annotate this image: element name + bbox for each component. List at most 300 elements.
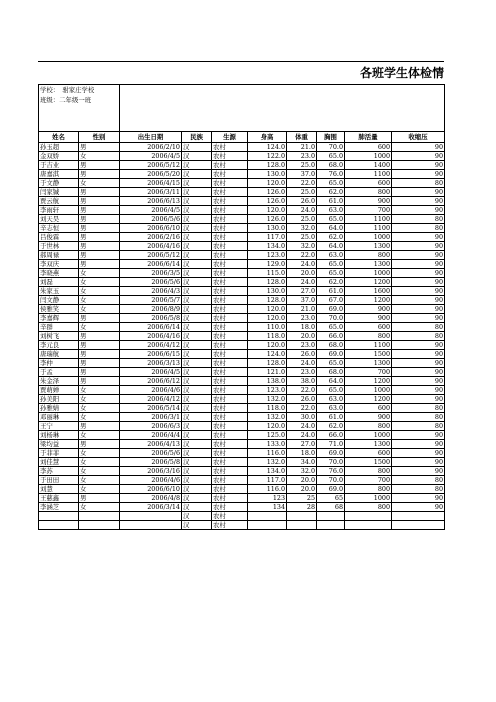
cell-ethnicity[interactable]: 汉 [182, 314, 212, 323]
cell-name[interactable]: 李雨轩 [39, 206, 79, 215]
cell-name[interactable]: 王宁 [39, 422, 79, 431]
cell-lung[interactable]: 800 [345, 503, 392, 512]
cell-birth[interactable]: 2006/4/8 [120, 494, 182, 503]
cell-gender[interactable]: 女 [79, 287, 120, 296]
cell-lung[interactable]: 1100 [345, 341, 392, 350]
cell-weight[interactable]: 22.0 [287, 179, 317, 188]
cell-height[interactable]: 134 [248, 503, 287, 512]
cell-gender[interactable]: 男 [79, 224, 120, 233]
cell-height[interactable]: 132.0 [248, 395, 287, 404]
cell-gender[interactable] [79, 521, 120, 530]
cell-systolic[interactable]: 90 [392, 278, 445, 287]
cell-name[interactable]: 刘磊 [39, 278, 79, 287]
cell-height[interactable]: 130.0 [248, 224, 287, 233]
cell-origin[interactable]: 农村 [212, 521, 248, 530]
cell-origin[interactable]: 农村 [212, 197, 248, 206]
cell-height[interactable]: 130.0 [248, 170, 287, 179]
cell-chest[interactable]: 62.0 [317, 188, 345, 197]
cell-weight[interactable]: 21.0 [287, 305, 317, 314]
cell-height[interactable]: 120.0 [248, 305, 287, 314]
cell-name[interactable]: 贾萌婵 [39, 386, 79, 395]
cell-chest[interactable] [317, 521, 345, 530]
cell-height[interactable]: 128.0 [248, 296, 287, 305]
cell-birth[interactable]: 2006/2/10 [120, 143, 182, 152]
cell-lung[interactable]: 1100 [345, 170, 392, 179]
cell-height[interactable]: 132.0 [248, 458, 287, 467]
cell-birth[interactable] [120, 512, 182, 521]
cell-systolic[interactable]: 90 [392, 350, 445, 359]
cell-height[interactable]: 118.0 [248, 332, 287, 341]
cell-birth[interactable]: 2006/6/10 [120, 224, 182, 233]
cell-gender[interactable]: 男 [79, 359, 120, 368]
cell-origin[interactable]: 农村 [212, 350, 248, 359]
cell-gender[interactable]: 男 [79, 143, 120, 152]
cell-name[interactable]: 刘天昊 [39, 215, 79, 224]
cell-lung[interactable]: 1500 [345, 350, 392, 359]
cell-height[interactable]: 124.0 [248, 350, 287, 359]
cell-origin[interactable]: 农村 [212, 386, 248, 395]
cell-birth[interactable]: 2006/5/14 [120, 404, 182, 413]
cell-origin[interactable]: 农村 [212, 395, 248, 404]
cell-birth[interactable]: 2006/5/8 [120, 458, 182, 467]
cell-ethnicity[interactable]: 汉 [182, 188, 212, 197]
cell-chest[interactable]: 66.0 [317, 431, 345, 440]
cell-birth[interactable]: 2006/4/5 [120, 368, 182, 377]
cell-ethnicity[interactable]: 汉 [182, 494, 212, 503]
cell-gender[interactable]: 女 [79, 485, 120, 494]
cell-name[interactable]: 于田田 [39, 476, 79, 485]
cell-weight[interactable]: 32.0 [287, 224, 317, 233]
cell-name[interactable]: 孙美阳 [39, 395, 79, 404]
cell-birth[interactable]: 2006/4/5 [120, 152, 182, 161]
cell-chest[interactable]: 65.0 [317, 152, 345, 161]
cell-name[interactable]: 刘慧 [39, 485, 79, 494]
cell-ethnicity[interactable]: 汉 [182, 179, 212, 188]
cell-systolic[interactable]: 90 [392, 269, 445, 278]
cell-birth[interactable]: 2006/4/3 [120, 287, 182, 296]
cell-systolic[interactable]: 90 [392, 152, 445, 161]
cell-height[interactable]: 138.0 [248, 377, 287, 386]
cell-chest[interactable]: 62.0 [317, 422, 345, 431]
cell-birth[interactable]: 2006/4/5 [120, 206, 182, 215]
cell-chest[interactable]: 62.0 [317, 278, 345, 287]
cell-chest[interactable]: 65.0 [317, 323, 345, 332]
cell-height[interactable] [248, 521, 287, 530]
cell-lung[interactable]: 800 [345, 485, 392, 494]
cell-lung[interactable]: 900 [345, 413, 392, 422]
cell-weight[interactable]: 25.0 [287, 215, 317, 224]
cell-chest[interactable]: 68 [317, 503, 345, 512]
cell-gender[interactable]: 女 [79, 467, 120, 476]
cell-height[interactable]: 124.0 [248, 143, 287, 152]
cell-lung[interactable]: 800 [345, 332, 392, 341]
cell-gender[interactable]: 男 [79, 188, 120, 197]
cell-chest[interactable]: 64.0 [317, 242, 345, 251]
cell-ethnicity[interactable]: 汉 [182, 467, 212, 476]
cell-weight[interactable]: 32.0 [287, 242, 317, 251]
cell-systolic[interactable]: 90 [392, 440, 445, 449]
cell-origin[interactable]: 农村 [212, 422, 248, 431]
cell-name[interactable]: 侯雅笑 [39, 305, 79, 314]
cell-ethnicity[interactable]: 汉 [182, 449, 212, 458]
cell-gender[interactable]: 男 [79, 233, 120, 242]
cell-origin[interactable]: 农村 [212, 296, 248, 305]
cell-weight[interactable]: 26.0 [287, 350, 317, 359]
cell-chest[interactable]: 65.0 [317, 260, 345, 269]
cell-name[interactable]: 吕俊霖 [39, 233, 79, 242]
cell-birth[interactable]: 2006/4/16 [120, 242, 182, 251]
cell-name[interactable]: 李仲 [39, 359, 79, 368]
cell-height[interactable]: 126.0 [248, 197, 287, 206]
cell-systolic[interactable]: 90 [392, 188, 445, 197]
cell-chest[interactable]: 63.0 [317, 395, 345, 404]
cell-weight[interactable]: 18.0 [287, 449, 317, 458]
cell-systolic[interactable]: 80 [392, 215, 445, 224]
cell-ethnicity[interactable]: 汉 [182, 440, 212, 449]
cell-gender[interactable]: 男 [79, 332, 120, 341]
cell-chest[interactable] [317, 512, 345, 521]
cell-name[interactable]: 王慈鑫 [39, 494, 79, 503]
cell-height[interactable]: 128.0 [248, 161, 287, 170]
cell-lung[interactable]: 1000 [345, 494, 392, 503]
cell-birth[interactable]: 2006/3/16 [120, 467, 182, 476]
cell-gender[interactable]: 女 [79, 179, 120, 188]
cell-origin[interactable]: 农村 [212, 494, 248, 503]
cell-ethnicity[interactable]: 汉 [182, 206, 212, 215]
cell-weight[interactable]: 20.0 [287, 476, 317, 485]
cell-birth[interactable]: 2006/6/12 [120, 377, 182, 386]
cell-height[interactable]: 120.0 [248, 179, 287, 188]
cell-chest[interactable]: 61.0 [317, 197, 345, 206]
cell-chest[interactable]: 63.0 [317, 251, 345, 260]
cell-height[interactable]: 110.0 [248, 323, 287, 332]
cell-gender[interactable]: 女 [79, 152, 120, 161]
cell-height[interactable] [248, 512, 287, 521]
cell-name[interactable] [39, 512, 79, 521]
cell-gender[interactable]: 男 [79, 368, 120, 377]
cell-ethnicity[interactable]: 汉 [182, 287, 212, 296]
cell-birth[interactable]: 2006/3/13 [120, 359, 182, 368]
cell-birth[interactable]: 2006/5/6 [120, 215, 182, 224]
cell-lung[interactable]: 1000 [345, 431, 392, 440]
cell-ethnicity[interactable]: 汉 [182, 377, 212, 386]
cell-gender[interactable]: 男 [79, 377, 120, 386]
cell-systolic[interactable]: 90 [392, 314, 445, 323]
cell-lung[interactable]: 1600 [345, 287, 392, 296]
cell-name[interactable]: 于世林 [39, 242, 79, 251]
cell-systolic[interactable]: 90 [392, 233, 445, 242]
cell-weight[interactable]: 25.0 [287, 161, 317, 170]
cell-name[interactable]: 刘树飞 [39, 332, 79, 341]
cell-chest[interactable]: 64.0 [317, 377, 345, 386]
cell-height[interactable]: 133.0 [248, 440, 287, 449]
cell-gender[interactable]: 女 [79, 296, 120, 305]
cell-gender[interactable]: 女 [79, 269, 120, 278]
cell-name[interactable]: 唐瑞航 [39, 350, 79, 359]
cell-birth[interactable]: 2006/6/14 [120, 323, 182, 332]
cell-origin[interactable]: 农村 [212, 161, 248, 170]
cell-chest[interactable]: 70.0 [317, 314, 345, 323]
cell-chest[interactable]: 61.0 [317, 287, 345, 296]
cell-systolic[interactable]: 90 [392, 260, 445, 269]
cell-birth[interactable]: 2006/4/12 [120, 395, 182, 404]
cell-height[interactable]: 120.0 [248, 341, 287, 350]
cell-height[interactable]: 116.0 [248, 485, 287, 494]
cell-ethnicity[interactable]: 汉 [182, 278, 212, 287]
cell-systolic[interactable]: 80 [392, 422, 445, 431]
cell-origin[interactable]: 农村 [212, 458, 248, 467]
cell-systolic[interactable]: 90 [392, 494, 445, 503]
cell-weight[interactable]: 25.0 [287, 233, 317, 242]
cell-chest[interactable]: 67.0 [317, 296, 345, 305]
cell-height[interactable]: 122.0 [248, 152, 287, 161]
cell-lung[interactable]: 1200 [345, 296, 392, 305]
cell-birth[interactable]: 2006/6/3 [120, 422, 182, 431]
cell-systolic[interactable]: 90 [392, 368, 445, 377]
cell-height[interactable]: 121.0 [248, 368, 287, 377]
cell-weight[interactable]: 28 [287, 503, 317, 512]
cell-ethnicity[interactable]: 汉 [182, 332, 212, 341]
cell-height[interactable]: 128.0 [248, 359, 287, 368]
cell-origin[interactable]: 农村 [212, 485, 248, 494]
cell-gender[interactable]: 女 [79, 458, 120, 467]
cell-origin[interactable]: 农村 [212, 143, 248, 152]
cell-name[interactable]: 李元良 [39, 341, 79, 350]
cell-ethnicity[interactable]: 汉 [182, 305, 212, 314]
cell-weight[interactable]: 24.0 [287, 206, 317, 215]
cell-name[interactable]: 孙玉超 [39, 143, 79, 152]
cell-height[interactable]: 125.0 [248, 431, 287, 440]
cell-lung[interactable]: 600 [345, 404, 392, 413]
cell-systolic[interactable]: 80 [392, 179, 445, 188]
cell-birth[interactable]: 2006/5/12 [120, 251, 182, 260]
cell-birth[interactable]: 2006/4/6 [120, 386, 182, 395]
cell-lung[interactable]: 800 [345, 467, 392, 476]
cell-systolic[interactable]: 90 [392, 197, 445, 206]
cell-weight[interactable]: 24.0 [287, 260, 317, 269]
cell-gender[interactable]: 男 [79, 251, 120, 260]
cell-height[interactable]: 118.0 [248, 404, 287, 413]
cell-weight[interactable]: 22.0 [287, 386, 317, 395]
cell-birth[interactable]: 2006/4/4 [120, 431, 182, 440]
cell-height[interactable]: 128.0 [248, 278, 287, 287]
cell-gender[interactable]: 女 [79, 386, 120, 395]
cell-chest[interactable]: 69.0 [317, 305, 345, 314]
cell-ethnicity[interactable]: 汉 [182, 251, 212, 260]
cell-lung[interactable]: 1300 [345, 242, 392, 251]
cell-origin[interactable]: 农村 [212, 476, 248, 485]
cell-chest[interactable]: 68.0 [317, 161, 345, 170]
cell-lung[interactable]: 1300 [345, 440, 392, 449]
cell-lung[interactable]: 700 [345, 368, 392, 377]
cell-chest[interactable]: 65.0 [317, 179, 345, 188]
cell-weight[interactable] [287, 521, 317, 530]
cell-systolic[interactable]: 90 [392, 503, 445, 512]
cell-origin[interactable]: 农村 [212, 323, 248, 332]
cell-weight[interactable]: 24.0 [287, 422, 317, 431]
cell-ethnicity[interactable]: 汉 [182, 431, 212, 440]
cell-origin[interactable]: 农村 [212, 449, 248, 458]
cell-ethnicity[interactable]: 汉 [182, 512, 212, 521]
cell-systolic[interactable]: 80 [392, 224, 445, 233]
cell-name[interactable]: 李双庆 [39, 260, 79, 269]
cell-height[interactable]: 116.0 [248, 449, 287, 458]
cell-gender[interactable]: 男 [79, 242, 120, 251]
cell-name[interactable]: 于菲菲 [39, 449, 79, 458]
cell-origin[interactable]: 农村 [212, 224, 248, 233]
cell-lung[interactable]: 800 [345, 188, 392, 197]
cell-origin[interactable]: 农村 [212, 287, 248, 296]
cell-gender[interactable]: 男 [79, 170, 120, 179]
cell-gender[interactable]: 男 [79, 422, 120, 431]
cell-height[interactable]: 129.0 [248, 260, 287, 269]
cell-weight[interactable] [287, 512, 317, 521]
cell-systolic[interactable]: 90 [392, 467, 445, 476]
cell-origin[interactable]: 农村 [212, 368, 248, 377]
cell-ethnicity[interactable]: 汉 [182, 260, 212, 269]
cell-gender[interactable]: 女 [79, 395, 120, 404]
cell-birth[interactable]: 2006/8/9 [120, 305, 182, 314]
cell-gender[interactable]: 女 [79, 449, 120, 458]
cell-gender[interactable]: 女 [79, 503, 120, 512]
cell-chest[interactable]: 64.0 [317, 224, 345, 233]
cell-origin[interactable]: 农村 [212, 152, 248, 161]
cell-origin[interactable]: 农村 [212, 233, 248, 242]
cell-chest[interactable]: 69.0 [317, 485, 345, 494]
cell-lung[interactable] [345, 521, 392, 530]
cell-lung[interactable]: 1300 [345, 260, 392, 269]
cell-origin[interactable]: 农村 [212, 413, 248, 422]
cell-gender[interactable]: 女 [79, 404, 120, 413]
cell-name[interactable]: 李涵芝 [39, 503, 79, 512]
cell-birth[interactable]: 2006/5/6 [120, 278, 182, 287]
cell-ethnicity[interactable]: 汉 [182, 413, 212, 422]
cell-name[interactable]: 刘杨琳 [39, 431, 79, 440]
cell-birth[interactable]: 2006/3/11 [120, 188, 182, 197]
cell-ethnicity[interactable]: 汉 [182, 359, 212, 368]
cell-systolic[interactable]: 90 [392, 377, 445, 386]
cell-origin[interactable]: 农村 [212, 503, 248, 512]
cell-height[interactable]: 120.0 [248, 422, 287, 431]
cell-systolic[interactable]: 90 [392, 431, 445, 440]
cell-weight[interactable]: 23.0 [287, 314, 317, 323]
cell-origin[interactable]: 农村 [212, 179, 248, 188]
cell-chest[interactable]: 61.0 [317, 413, 345, 422]
cell-name[interactable]: 李苏 [39, 467, 79, 476]
cell-name[interactable]: 孙雅婧 [39, 404, 79, 413]
cell-ethnicity[interactable]: 汉 [182, 224, 212, 233]
cell-ethnicity[interactable]: 汉 [182, 485, 212, 494]
cell-ethnicity[interactable]: 汉 [182, 395, 212, 404]
cell-chest[interactable]: 70.0 [317, 143, 345, 152]
cell-gender[interactable]: 男 [79, 215, 120, 224]
cell-origin[interactable]: 农村 [212, 215, 248, 224]
cell-origin[interactable]: 农村 [212, 278, 248, 287]
cell-lung[interactable]: 800 [345, 251, 392, 260]
cell-gender[interactable]: 女 [79, 431, 120, 440]
cell-height[interactable]: 130.0 [248, 287, 287, 296]
cell-lung[interactable]: 1000 [345, 152, 392, 161]
cell-name[interactable]: 郝周禄 [39, 251, 79, 260]
cell-systolic[interactable]: 90 [392, 386, 445, 395]
cell-ethnicity[interactable]: 汉 [182, 368, 212, 377]
cell-name[interactable]: 朱金泽 [39, 377, 79, 386]
cell-lung[interactable]: 1000 [345, 269, 392, 278]
cell-name[interactable]: 邓丽琳 [39, 413, 79, 422]
cell-systolic[interactable]: 90 [392, 296, 445, 305]
cell-weight[interactable]: 37.0 [287, 170, 317, 179]
cell-weight[interactable]: 22.0 [287, 404, 317, 413]
cell-weight[interactable]: 25.0 [287, 188, 317, 197]
cell-ethnicity[interactable]: 汉 [182, 233, 212, 242]
cell-birth[interactable]: 2006/2/16 [120, 233, 182, 242]
cell-lung[interactable]: 1500 [345, 458, 392, 467]
cell-ethnicity[interactable]: 汉 [182, 242, 212, 251]
cell-weight[interactable]: 38.0 [287, 377, 317, 386]
cell-weight[interactable]: 23.0 [287, 368, 317, 377]
cell-systolic[interactable]: 80 [392, 404, 445, 413]
cell-birth[interactable]: 2006/5/20 [120, 170, 182, 179]
cell-origin[interactable]: 农村 [212, 512, 248, 521]
cell-origin[interactable]: 农村 [212, 251, 248, 260]
cell-name[interactable]: 李嘉辉 [39, 314, 79, 323]
cell-gender[interactable]: 女 [79, 413, 120, 422]
cell-birth[interactable]: 2006/3/5 [120, 269, 182, 278]
cell-gender[interactable]: 男 [79, 341, 120, 350]
cell-ethnicity[interactable]: 汉 [182, 476, 212, 485]
cell-systolic[interactable]: 90 [392, 161, 445, 170]
cell-systolic[interactable]: 80 [392, 323, 445, 332]
cell-name[interactable]: 刘佳慧 [39, 458, 79, 467]
cell-gender[interactable]: 男 [79, 350, 120, 359]
cell-ethnicity[interactable]: 汉 [182, 422, 212, 431]
cell-origin[interactable]: 农村 [212, 269, 248, 278]
cell-birth[interactable]: 2006/6/13 [120, 197, 182, 206]
cell-height[interactable]: 120.0 [248, 314, 287, 323]
cell-lung[interactable]: 900 [345, 305, 392, 314]
cell-ethnicity[interactable]: 汉 [182, 404, 212, 413]
cell-gender[interactable]: 男 [79, 260, 120, 269]
cell-gender[interactable]: 男 [79, 440, 120, 449]
cell-birth[interactable]: 2006/6/10 [120, 485, 182, 494]
cell-origin[interactable]: 农村 [212, 206, 248, 215]
cell-gender[interactable]: 女 [79, 305, 120, 314]
cell-origin[interactable]: 农村 [212, 314, 248, 323]
cell-weight[interactable]: 27.0 [287, 440, 317, 449]
cell-name[interactable]: 于文静 [39, 179, 79, 188]
cell-name[interactable]: 李晓燕 [39, 269, 79, 278]
cell-gender[interactable]: 男 [79, 161, 120, 170]
cell-gender[interactable]: 女 [79, 323, 120, 332]
cell-chest[interactable]: 65 [317, 494, 345, 503]
cell-origin[interactable]: 农村 [212, 242, 248, 251]
cell-name[interactable]: 辛志恒 [39, 224, 79, 233]
cell-chest[interactable]: 68.0 [317, 341, 345, 350]
cell-weight[interactable]: 21.0 [287, 143, 317, 152]
cell-origin[interactable]: 农村 [212, 305, 248, 314]
cell-lung[interactable]: 900 [345, 197, 392, 206]
cell-weight[interactable]: 20.0 [287, 485, 317, 494]
cell-systolic[interactable]: 90 [392, 359, 445, 368]
cell-ethnicity[interactable]: 汉 [182, 323, 212, 332]
cell-lung[interactable]: 600 [345, 323, 392, 332]
cell-weight[interactable]: 20.0 [287, 332, 317, 341]
cell-lung[interactable]: 1300 [345, 359, 392, 368]
cell-birth[interactable]: 2006/4/16 [120, 332, 182, 341]
cell-height[interactable]: 134.0 [248, 467, 287, 476]
cell-birth[interactable]: 2006/4/6 [120, 476, 182, 485]
cell-weight[interactable]: 20.0 [287, 269, 317, 278]
